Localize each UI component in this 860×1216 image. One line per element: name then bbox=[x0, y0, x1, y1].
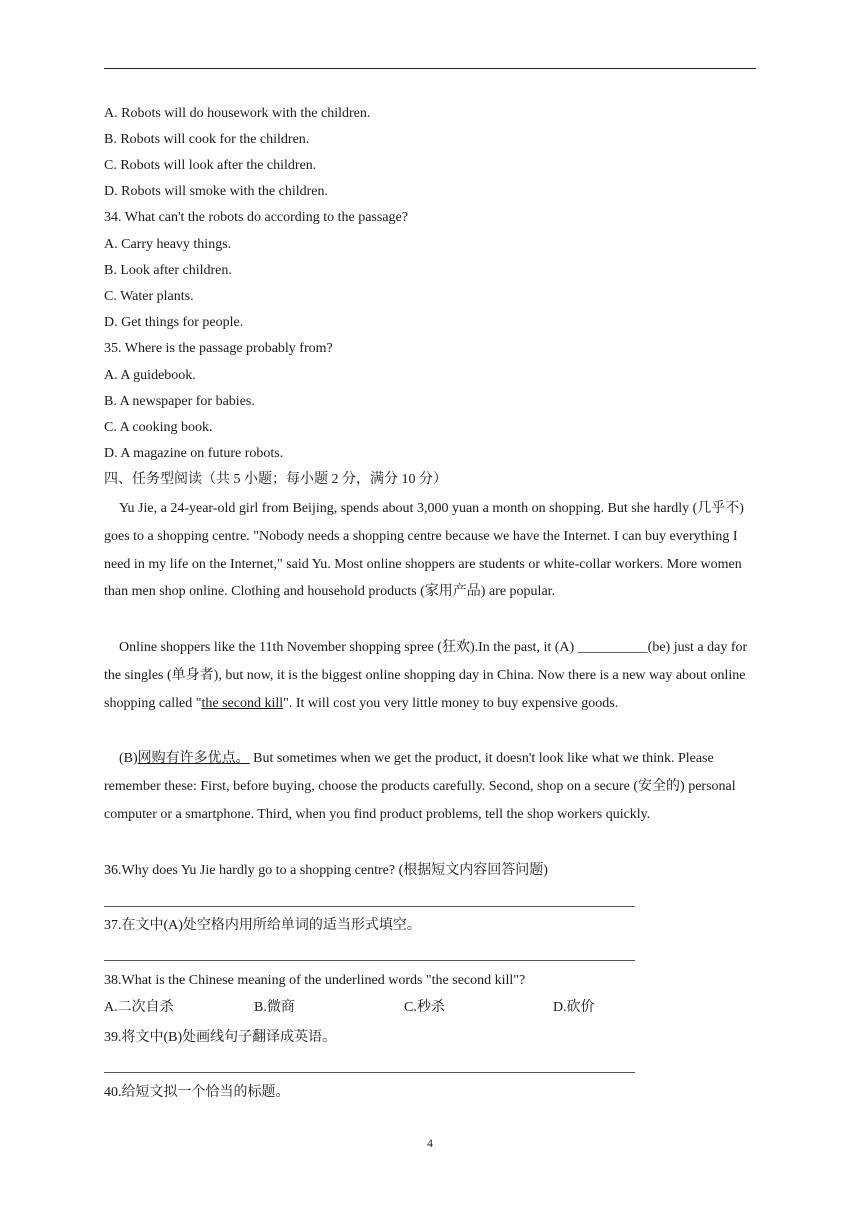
passage-paragraph-3 bbox=[104, 745, 756, 828]
q37-question: 37.在文中(A)处空格内用所给单词的适当形式填空。 bbox=[104, 918, 421, 933]
q40-question: 40.给短文拟一个恰当的标题。 bbox=[104, 1085, 290, 1100]
q38-option-a: A.二次自杀 bbox=[104, 1000, 174, 1015]
q39-question: 39.将文中(B)处画线句子翻译成英语。 bbox=[104, 1030, 337, 1045]
passage-p2-text-a: Online shoppers like the 11th November shopping spree (狂欢).In the past, it (A) __________(be) just a day for the singles (单身者), but now, it is the biggest online shopping day in China. Now there is a new way about online shopping called " bbox=[104, 640, 748, 711]
q39-answer-line bbox=[104, 1072, 635, 1073]
section-4-title: 四、任务型阅读（共 5 小题；每小题 2 分，满分 10 分） bbox=[104, 472, 447, 487]
passage-paragraph-1: Yu Jie, a 24-year-old girl from Beijing, spends about 3,000 yuan a month on shopping. But she hardly (几乎不) goes to a shopping centre. "Nobody needs a shopping centre because we have the Internet. I can buy everything I need in my life on the Internet," said Yu. Most online shoppers are students or white-collar workers. More women than men shop online. Clothing and household products (家用产品) are popular. bbox=[104, 501, 744, 600]
q34-option-a: A. Carry heavy things. bbox=[104, 237, 232, 252]
q35-option-d: D. A magazine on future robots. bbox=[104, 446, 284, 461]
q37-answer-line bbox=[104, 960, 635, 961]
q35-option-c: C. A cooking book. bbox=[104, 420, 213, 435]
page-number: 4 bbox=[427, 1136, 433, 1150]
header-rule bbox=[104, 68, 756, 69]
q35-option-b: B. A newspaper for babies. bbox=[104, 394, 255, 409]
q33-option-a: A. Robots will do housework with the children. bbox=[104, 106, 371, 121]
q38-option-c: C.秒杀 bbox=[404, 1000, 445, 1015]
q38-option-b: B.微商 bbox=[254, 1000, 295, 1015]
q33-option-c: C. Robots will look after the children. bbox=[104, 158, 317, 173]
q34-option-d: D. Get things for people. bbox=[104, 315, 244, 330]
passage-p2-text-b: ". It will cost you very little money to buy expensive goods. bbox=[283, 695, 619, 711]
passage-p3-prefix: (B) bbox=[119, 751, 138, 766]
q36-question: 36.Why does Yu Jie hardly go to a shopping centre? (根据短文内容回答问题) bbox=[104, 863, 548, 878]
underlined-the-second-kill: the second kill bbox=[201, 695, 284, 711]
q33-option-b: B. Robots will cook for the children. bbox=[104, 132, 310, 147]
q34-option-b: B. Look after children. bbox=[104, 263, 232, 278]
q34-option-c: C. Water plants. bbox=[104, 289, 194, 304]
q38-option-d: D.砍价 bbox=[553, 1000, 595, 1015]
q38-question: 38.What is the Chinese meaning of the underlined words "the second kill"? bbox=[104, 973, 526, 988]
underlined-sentence-b: 网购有许多优点。 bbox=[137, 751, 250, 766]
q35-option-a: A. A guidebook. bbox=[104, 368, 196, 383]
passage-paragraph-2 bbox=[104, 634, 756, 717]
q35-question: 35. Where is the passage probably from? bbox=[104, 341, 333, 356]
q33-option-d: D. Robots will smoke with the children. bbox=[104, 184, 328, 199]
passage-p3-text: But sometimes when we get the product, it doesn't look like what we think. Please remember these: First, before buying, choose the products carefully. Second, shop on a secure (安全的) personal computer or a smartphone. Third, when you find product problems, tell the shop workers quickly. bbox=[104, 751, 736, 822]
q34-question: 34. What can't the robots do according to the passage? bbox=[104, 210, 408, 225]
q36-answer-line bbox=[104, 906, 635, 907]
